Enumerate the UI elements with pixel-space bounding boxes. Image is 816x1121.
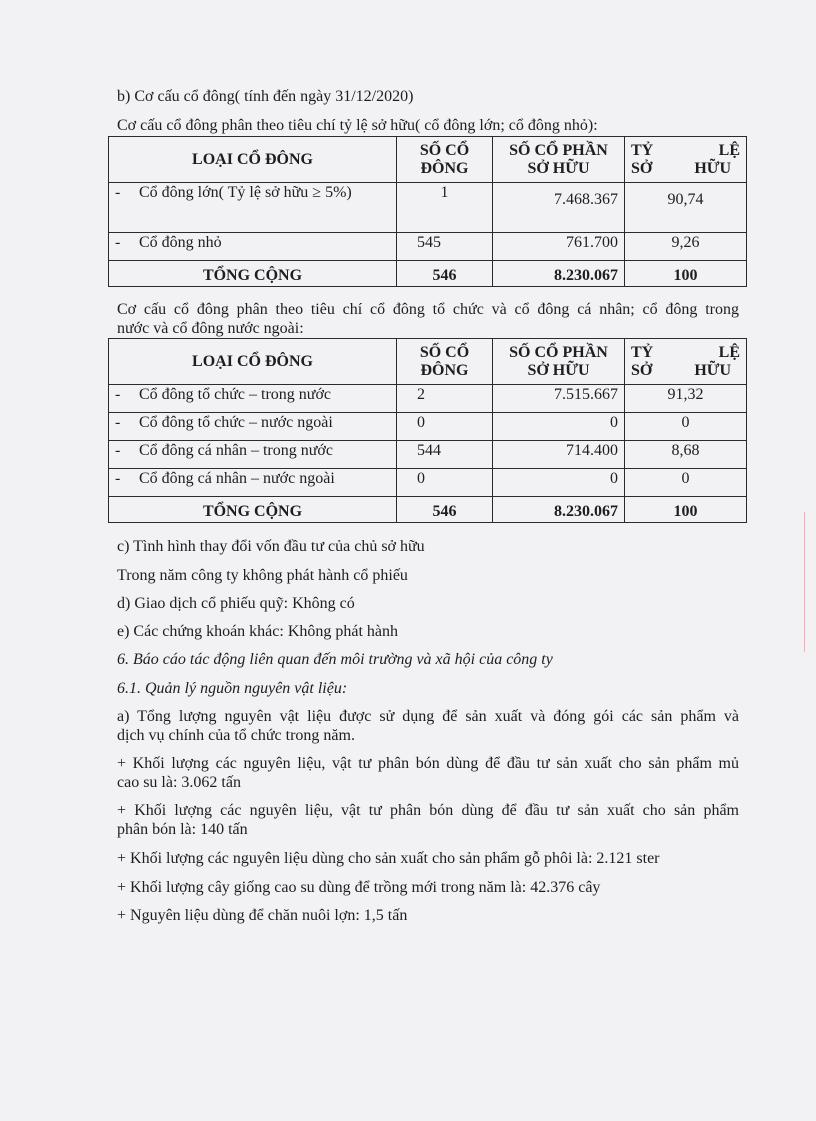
total-shares: 8.230.067 [493,261,625,287]
section-6-heading: 6. Báo cáo tác động liên quan đến môi trường và xã hội của công ty [117,651,553,668]
row-count: 0 [397,413,493,441]
table-row [109,183,747,233]
row-count: 1 [397,183,493,233]
row-count: 544 [397,441,493,469]
section-c-heading: c) Tình hình thay đổi vốn đầu tư của chủ sở hữu [117,538,425,555]
section-b-heading: b) Cơ cấu cổ đông( tính đến ngày 31/12/2020) [117,88,414,105]
row-label [109,469,397,497]
row-shares: 714.400 [493,441,625,469]
section-e-heading: e) Các chứng khoán khác: Không phát hành [117,623,399,640]
table-row [109,469,747,497]
total-count: 546 [397,497,493,523]
row-dash: - [115,386,121,403]
col-header-shares: SỐ CỔ PHẦN SỞ HỮU [493,137,625,183]
row-ratio: 0 [625,413,747,441]
item5: + Nguyên liệu dùng để chăn nuôi lợn: 1,5 tấn [117,907,408,924]
col-header-type: LOẠI CỔ ĐÔNG [109,137,397,183]
row-count: 545 [397,233,493,261]
item1-line2: cao su là: 3.062 tấn [117,774,241,791]
col-header-shares: SỐ CỔ PHẦN SỞ HỮU [493,339,625,385]
col-header-ratio: TỶ LỆ SỞ HỮU [625,339,747,385]
row-shares: 0 [493,413,625,441]
col-header-type: LOẠI CỔ ĐÔNG [109,339,397,385]
table-total-row [109,261,747,287]
total-label: TỔNG CỘNG [109,261,397,287]
item2-line2: phân bón là: 140 tấn [117,821,248,838]
col-header-count: SỐ CỔ ĐÔNG [397,339,493,385]
table-row [109,413,747,441]
col-header-count: SỐ CỔ ĐÔNG [397,137,493,183]
row-count: 0 [397,469,493,497]
row-ratio: 9,26 [625,233,747,261]
row-ratio: 0 [625,469,747,497]
row-dash: - [115,234,121,251]
row-ratio: 91,32 [625,385,747,413]
total-shares: 8.230.067 [493,497,625,523]
row-dash: - [115,442,121,459]
item4: + Khối lượng cây giống cao su dùng để trồng mới trong năm là: 42.376 cây [117,879,601,896]
row-label [109,441,397,469]
section-61-heading: 6.1. Quản lý nguồn nguyên vật liệu: [117,680,348,697]
para-a-line2: dịch vụ chính của tổ chức trong năm. [117,727,355,744]
table1-intro: Cơ cấu cổ đông phân theo tiêu chí tỷ lệ sở hữu( cổ đông lớn; cổ đông nhỏ): [117,117,598,134]
row-label [109,385,397,413]
row-label [109,183,397,233]
row-ratio: 90,74 [625,183,747,233]
section-c-text: Trong năm công ty không phát hành cổ phiếu [117,567,408,584]
total-ratio: 100 [625,497,747,523]
row-label-text: Cổ đông nhỏ [139,234,222,251]
row-shares: 761.700 [493,233,625,261]
row-label [109,233,397,261]
row-label [109,413,397,441]
row-count: 2 [397,385,493,413]
row-dash: - [115,414,121,431]
item2-line1: + Khối lượng các nguyên liệu, vật tư phân bón dùng để đầu tư sản xuất cho sản phẩm [117,802,739,819]
table2-intro-line1: Cơ cấu cổ đông phân theo tiêu chí cổ đông tổ chức và cổ đông cá nhân; cổ đông trong [117,301,739,318]
row-shares: 7.468.367 [493,183,625,233]
row-dash: - [115,184,121,201]
para-a-line1: a) Tổng lượng nguyên vật liệu được sử dụng để sản xuất và đóng gói các sản phẩm và [117,708,739,725]
total-label: TỔNG CỘNG [109,497,397,523]
table-total-row [109,497,747,523]
row-label-text: Cổ đông lớn( Tỷ lệ sở hữu ≥ 5%) [139,184,352,201]
row-label-text: Cổ đông cá nhân – trong nước [139,442,333,459]
col-header-ratio: TỶ LỆ SỞ HỮU [625,137,747,183]
item1-line1: + Khối lượng các nguyên liệu, vật tư phân bón dùng để đầu tư sản xuất cho sản phẩm mủ [117,755,739,772]
table-row [109,385,747,413]
row-label-text: Cổ đông cá nhân – nước ngoài [139,470,335,487]
section-d-heading: d) Giao dịch cổ phiếu quỹ: Không có [117,595,355,612]
row-label-text: Cổ đông tổ chức – trong nước [139,386,331,403]
edge-stamp-mark [804,512,811,652]
total-ratio: 100 [625,261,747,287]
table-row [109,233,747,261]
table-header-row [109,137,747,183]
total-count: 546 [397,261,493,287]
row-ratio: 8,68 [625,441,747,469]
shareholder-size-table [108,136,747,287]
item3: + Khối lượng các nguyên liệu dùng cho sản xuất cho sản phẩm gỗ phôi là: 2.121 ster [117,850,660,867]
row-dash: - [115,470,121,487]
row-shares: 7.515.667 [493,385,625,413]
row-label-text: Cổ đông tổ chức – nước ngoài [139,414,333,431]
row-shares: 0 [493,469,625,497]
table-row [109,441,747,469]
table2-intro-line2: nước và cổ đông nước ngoài: [117,320,304,337]
shareholder-origin-table [108,338,747,523]
table-header-row [109,339,747,385]
